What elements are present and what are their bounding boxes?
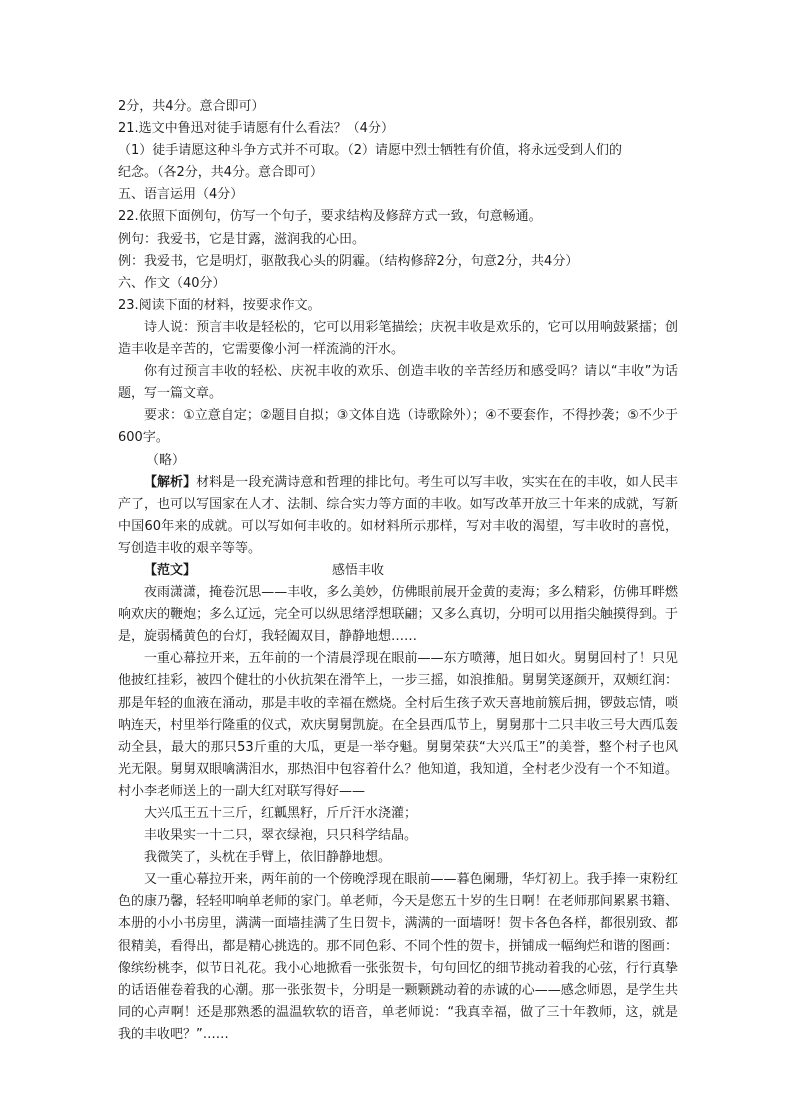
- essay-paragraph-2: 一重心幕拉开来，五年前的一个清晨浮现在眼前——东方喷薄，旭日如火。舅舅回村了！只见他披红挂彩，被四个健壮的小伙抗架在滑竿上，一步三摇，如浪推船。舅舅笑逐颜开，双颊红润：那是年轻的血液在涌动，那是丰收的幸福在燃烧。全村后生孩子欢天喜地前簇后拥，锣鼓忘情，唢呐连天，村里举行隆重的仪式，欢庆舅舅凯旋。在全县西瓜节上，舅舅那十二只丰收三号大西瓜轰动全县，最大的那只53斤重的大瓜，更是一举夺魁。舅舅荣获“大兴瓜王”的美誉，整个村子也风光无限。舅舅双眼噙满泪水，那热泪中包容着什么？他知道，我知道，全村老少没有一个不知道。村小李老师送上的一副大红对联写得好——: [118, 651, 678, 799]
- question-22: 22.依照下面例句，仿写一个句子，要求结构及修辞方式一致，句意畅通。: [118, 209, 542, 225]
- analysis-paragraph: [118, 472, 678, 560]
- essay-title: 感悟丰收: [332, 562, 385, 578]
- question-21: 21.选文中鲁迅对徒手请愿有什么看法？（4分）: [118, 121, 394, 137]
- omitted-note: （略）: [146, 452, 186, 468]
- answer-22: 例：我爱书，它是明灯，驱散我心头的阴霾。（结构修辞2分，句意2分，共4分）: [118, 253, 579, 269]
- analysis-text: 材料是一段充满诗意和哲理的排比句。考生可以写丰收，实实在在的丰收，如人民丰产了，也可以写国家在人才、法制、综合实力等方面的丰收。如写改革开放三十年来的成就，写新中国60年来的成就。可以写如何丰收的。如材料所示那样，写对丰收的渴望，写丰收时的喜悦，写创造丰收的艰辛等等。: [118, 474, 678, 556]
- text-line: 2分，共4分。意合即可）: [118, 99, 265, 114]
- couplet-line-1: 大兴瓜王五十三斤，红瓤黑籽，斤斤汗水浇灌；: [144, 806, 418, 821]
- answer-21-line2: 纪念。（各2分，共4分。意合即可）: [118, 165, 324, 181]
- couplet-line-2: 丰收果实一十二只，翠衣绿袍，只只科学结晶。: [144, 828, 418, 844]
- question-23: 23.阅读下面的材料，按要求作文。: [118, 297, 321, 313]
- section-heading-composition: 六、作文（40分）: [118, 275, 226, 291]
- section-heading-language: 五、语言运用（4分）: [118, 187, 244, 203]
- essay-paragraph-1: 夜雨潇潇，掩卷沉思——丰收，多么美妙，仿佛眼前展开金黄的麦海；多么精彩，仿佛耳畔燃响欢庆的鞭炮；多么辽远，完全可以纵思绪浮想联翩；又多么真切，分明可以用指尖触摸得到。于是，旋弱橘黄色的台灯，我轻阖双目，静静地想……: [118, 585, 678, 645]
- answer-21-line1: （1）徒手请愿这种斗争方式并不可取。（2）请愿中烈士牺牲有价值，将永远受到人们的: [118, 143, 623, 159]
- document-page: [118, 96, 678, 1046]
- essay-paragraph-4: 又一重心幕拉开来，两年前的一个傍晚浮现在眼前——暮色阑珊，华灯初上。我手捧一束粉红色的康乃馨，轻轻叩响单老师的家门。单老师，今天是您五十岁的生日啊！在老师那间累累书籍、本册的小小书房里，满满一面墙挂满了生日贺卡，满满的一面墙呀！贺卡各色各样，都很别致、都很精美，看得出，都是精心挑选的。那不同色彩、不同个性的贺卡，拼铺成一幅绚烂和谐的图画：像缤纷桃李，似节日礼花。我小心地掀看一张张贺卡，句句回忆的细节挑动着我的心弦，行行真挚的话语催卷着我的心潮。那一张张贺卡，分明是一颗颗跳动着的赤诚的心——感念师恩，是学生共同的心声啊！还是那熟悉的温温软软的语音，单老师说：“我真幸福，做了三十年教师，这，就是我的丰收吧？”……: [118, 872, 678, 1042]
- material-requirements: 要求：①立意自定；②题目自拟；③文体自选（诗歌除外）；④不要套作，不得抄袭；⑤不少于600字。: [118, 408, 678, 446]
- material-paragraph-2: 你有过预言丰收的轻松、庆祝丰收的欢乐、创造丰收的辛苦经历和感受吗？请以“丰收”为话题，写一篇文章。: [118, 364, 678, 402]
- material-paragraph-1: 诗人说：预言丰收是轻松的，它可以用彩笔描绘；庆祝丰收是欢乐的，它可以用响鼓紧擂；创造丰收是辛苦的，它需要像小河一样流淌的汗水。: [118, 319, 678, 358]
- essay-tag: 【范文】: [144, 562, 197, 578]
- analysis-tag: 【解析】: [144, 474, 197, 490]
- example-sentence: 例句：我爱书，它是甘露，滋润我的心田。: [118, 231, 366, 247]
- essay-title-row: [118, 560, 678, 582]
- essay-paragraph-3: 我微笑了，头枕在手臂上，依旧静静地想。: [144, 850, 392, 866]
